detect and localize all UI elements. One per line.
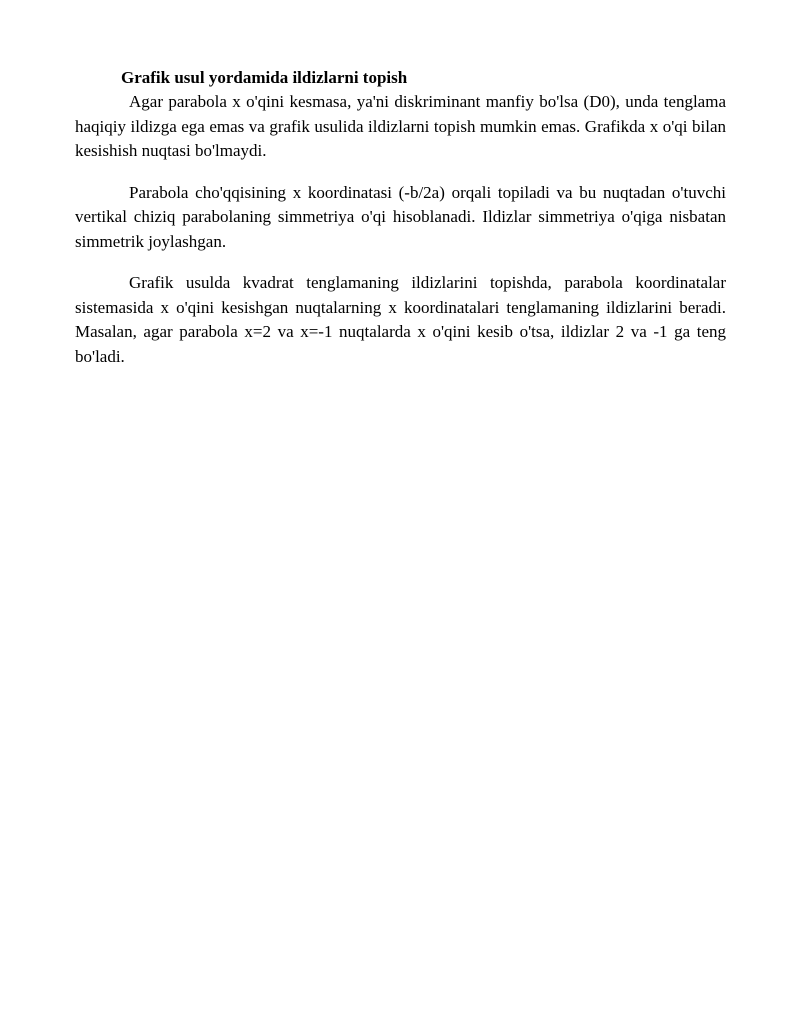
document-page bbox=[75, 66, 726, 369]
paragraph-1: Agar parabola x o'qini kesmasa, ya'ni diskriminant manfiy bo'lsa (D0), unda tenglama haqiqiy ildizga ega emas va grafik usulida ildizlarni topish mumkin emas. Grafikda x o'qi bilan kesishish nuqtasi bo'lmaydi. bbox=[75, 92, 726, 160]
paragraph-3: Grafik usulda kvadrat tenglamaning ildizlarini topishda, parabola koordinatalar sistemasida x o'qini kesishgan nuqtalarning x koordinatalari tenglamaning ildizlarini beradi. Masalan, agar parabola x=2 va x=-1 nuqtalarda x o'qini kesib o'tsa, ildizlar 2 va -1 ga teng bo'ladi. bbox=[75, 273, 726, 366]
document-heading: Grafik usul yordamida ildizlarni topish bbox=[121, 68, 408, 87]
paragraph-2: Parabola cho'qqisining x koordinatasi (-b/2a) orqali topiladi va bu nuqtadan o'tuvchi vertikal chiziq parabolaning simmetriya o'qi hisoblanadi. Ildizlar simmetriya o'qiga nisbatan simmetrik joylashgan. bbox=[75, 182, 726, 251]
